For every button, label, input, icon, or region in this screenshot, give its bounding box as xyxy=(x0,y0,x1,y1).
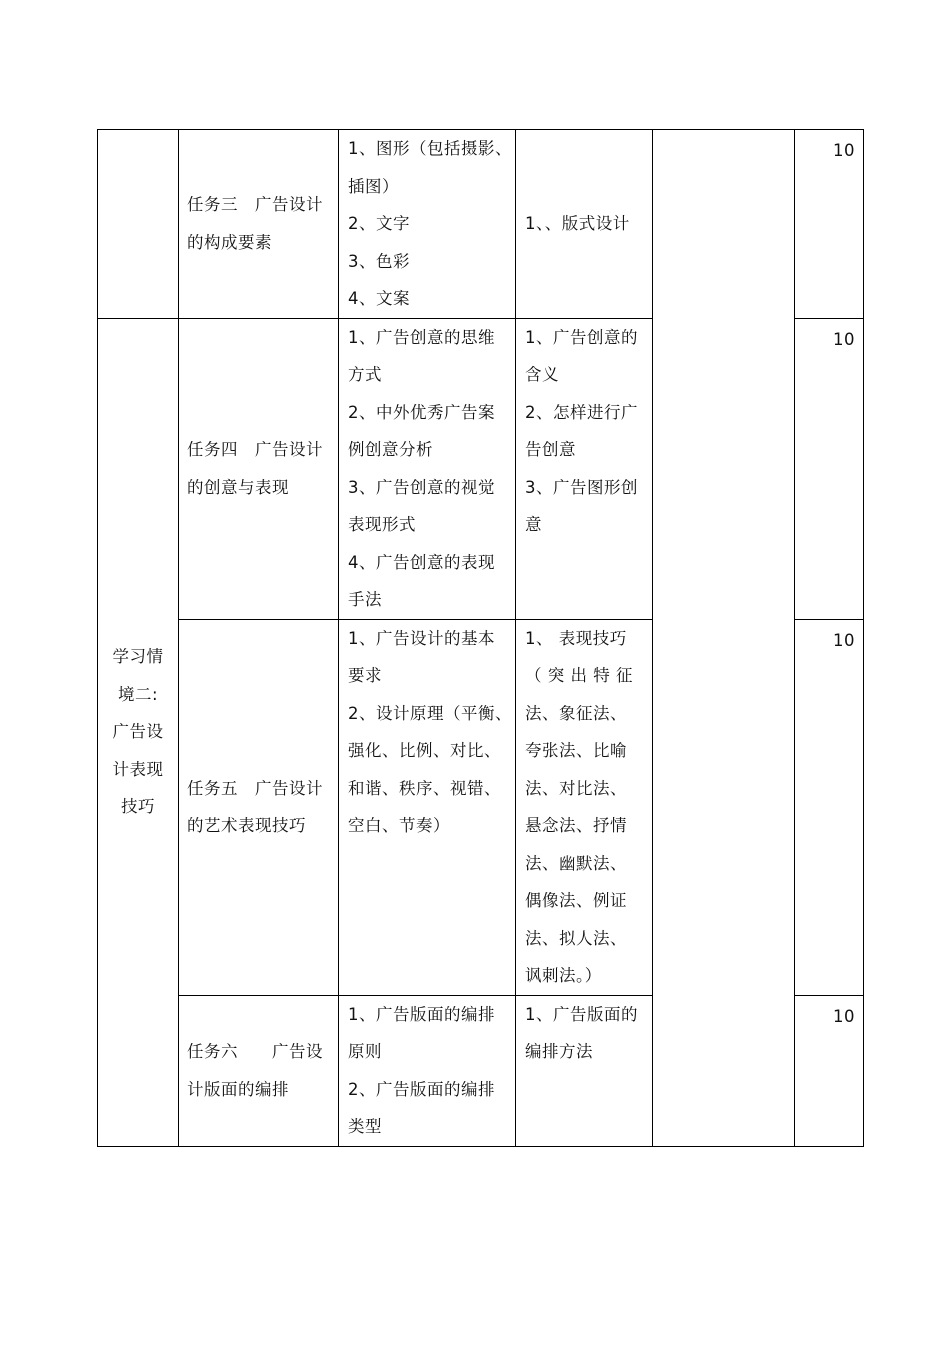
hours-value: 10 xyxy=(833,141,855,160)
task-line: 任务四 广告设计 xyxy=(187,440,323,459)
content-line: 插图） xyxy=(348,176,399,196)
key-cell xyxy=(516,619,653,995)
content-line: 手法 xyxy=(348,590,382,609)
content-line: 要求 xyxy=(348,666,382,685)
learning-situation-cell xyxy=(98,318,179,1146)
key-line: 法、拟人法、 xyxy=(525,928,627,948)
task-line: 的艺术表现技巧 xyxy=(187,816,306,835)
content-line: 3、广告创意的视觉 xyxy=(348,477,495,497)
blank-column-cell xyxy=(653,130,795,1147)
hours-cell xyxy=(795,318,864,619)
content-line: 2、广告版面的编排 xyxy=(348,1079,495,1099)
content-line: 4、广告创意的表现 xyxy=(348,552,495,572)
task-cell xyxy=(179,995,339,1146)
content-line: 2、中外优秀广告案 xyxy=(348,402,495,422)
content-cell xyxy=(339,130,516,319)
content-line: 1、广告设计的基本 xyxy=(348,628,495,648)
hours-value: 10 xyxy=(833,1006,855,1026)
content-line: 方式 xyxy=(348,365,382,384)
task-cell xyxy=(179,619,339,995)
situation-cell-empty xyxy=(98,130,179,319)
curriculum-table xyxy=(97,129,864,1147)
key-line: 1、广告版面的 xyxy=(525,1004,638,1024)
key-line: 法、对比法、 xyxy=(525,778,627,798)
content-line: 1、广告创意的思维 xyxy=(348,327,495,347)
key-cell xyxy=(516,995,653,1146)
situation-line: 技巧 xyxy=(121,797,155,817)
situation-line: 境二: xyxy=(117,684,159,704)
content-cell xyxy=(339,619,516,995)
key-line: 悬念法、抒情 xyxy=(525,816,627,835)
key-line: 告创意 xyxy=(525,440,576,459)
key-line: 法、象征法、 xyxy=(525,703,627,723)
key-cell xyxy=(516,130,653,319)
content-line: 例创意分析 xyxy=(348,440,433,459)
key-line: 编排方法 xyxy=(525,1042,593,1061)
content-line: 1、广告版面的编排 xyxy=(348,1004,495,1024)
task-cell xyxy=(179,130,339,319)
hours-cell xyxy=(795,130,864,319)
key-cell xyxy=(516,318,653,619)
key-line: 偶像法、例证 xyxy=(525,891,627,910)
key-line: 法、幽默法、 xyxy=(525,853,627,873)
content-cell xyxy=(339,995,516,1146)
key-line: 1、广告创意的 xyxy=(525,327,638,347)
content-line: 空白、节奏） xyxy=(348,816,450,835)
task-cell xyxy=(179,318,339,619)
key-line: 含义 xyxy=(525,365,559,384)
situation-line: 学习情 xyxy=(112,647,164,667)
content-line: 原则 xyxy=(348,1042,382,1061)
hours-cell xyxy=(795,619,864,995)
task-line: 任务五 广告设计 xyxy=(187,778,323,798)
situation-line: 计表现 xyxy=(112,759,164,779)
task-line: 任务六 广告设 xyxy=(187,1042,323,1061)
task-line: 计版面的编排 xyxy=(187,1079,289,1099)
task-line: 的创意与表现 xyxy=(187,477,289,497)
content-line: 类型 xyxy=(348,1117,382,1136)
content-line: 3、色彩 xyxy=(348,251,410,271)
situation-line: 广告设 xyxy=(112,722,164,742)
key-line: 1、 表现技巧 xyxy=(525,628,627,648)
key-line: 1、、版式设计 xyxy=(525,214,630,233)
table-row xyxy=(98,130,864,319)
hours-value: 10 xyxy=(833,329,855,349)
content-line: 强化、比例、对比、 xyxy=(348,741,501,760)
key-line: 3、广告图形创 xyxy=(525,477,638,497)
content-line: 2、文字 xyxy=(348,214,410,233)
key-line: （ 突 出 特 征 xyxy=(525,666,633,685)
key-line: 夸张法、比喻 xyxy=(525,741,627,760)
content-line: 4、文案 xyxy=(348,289,410,308)
content-line: 2、设计原理（平衡、 xyxy=(348,703,512,723)
task-line: 的构成要素 xyxy=(187,232,272,252)
key-line: 意 xyxy=(525,515,542,534)
content-cell xyxy=(339,318,516,619)
key-line: 讽刺法。） xyxy=(525,966,602,985)
content-line: 和谐、秩序、视错、 xyxy=(348,778,501,798)
hours-value: 10 xyxy=(833,630,855,650)
task-line: 任务三 广告设计 xyxy=(187,195,323,215)
content-line: 1、图形（包括摄影、 xyxy=(348,139,512,158)
content-line: 表现形式 xyxy=(348,515,416,534)
hours-cell xyxy=(795,995,864,1146)
key-line: 2、怎样进行广 xyxy=(525,402,638,422)
